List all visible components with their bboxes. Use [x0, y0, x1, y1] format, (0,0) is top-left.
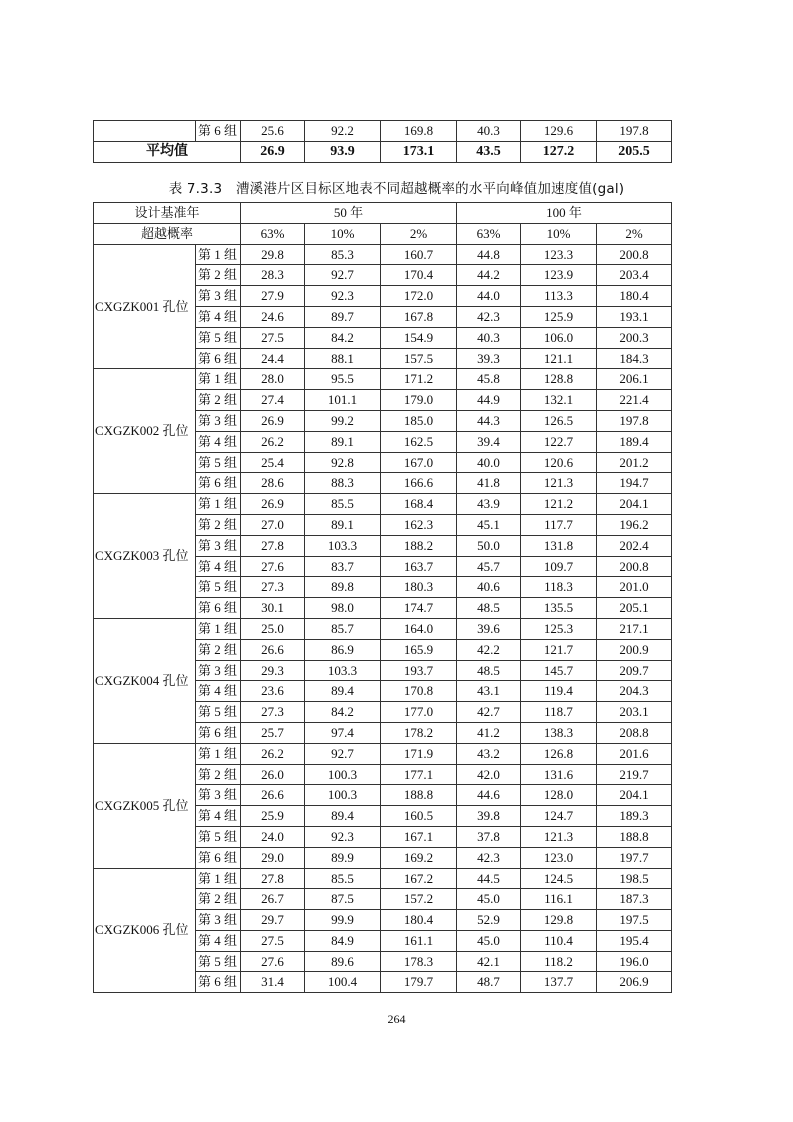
value-cell: 204.1: [597, 494, 672, 515]
value-cell: 29.7: [241, 910, 305, 931]
value-cell: 121.1: [521, 348, 597, 369]
value-cell: 167.8: [381, 306, 457, 327]
value-cell: 25.7: [241, 722, 305, 743]
value-cell: 48.7: [457, 972, 521, 993]
value-cell: 170.8: [381, 681, 457, 702]
value-cell: 27.5: [241, 930, 305, 951]
value-cell: 42.2: [457, 639, 521, 660]
value-cell: 89.8: [305, 577, 381, 598]
value-cell: 168.4: [381, 494, 457, 515]
value-cell: 127.2: [521, 142, 597, 163]
value-cell: 178.3: [381, 951, 457, 972]
group-label: 第 4 组: [196, 806, 241, 827]
value-cell: 92.7: [305, 743, 381, 764]
value-cell: 131.8: [521, 535, 597, 556]
value-cell: 83.7: [305, 556, 381, 577]
value-cell: 145.7: [521, 660, 597, 681]
value-cell: 166.6: [381, 473, 457, 494]
value-cell: 27.8: [241, 868, 305, 889]
value-cell: 118.2: [521, 951, 597, 972]
group-label: 第 6 组: [196, 121, 241, 142]
value-cell: 87.5: [305, 889, 381, 910]
value-cell: 163.7: [381, 556, 457, 577]
value-cell: 100.3: [305, 785, 381, 806]
value-cell: 44.6: [457, 785, 521, 806]
value-cell: 165.9: [381, 639, 457, 660]
value-cell: 200.8: [597, 244, 672, 265]
value-cell: 206.9: [597, 972, 672, 993]
value-cell: 126.8: [521, 743, 597, 764]
group-label: 第 4 组: [196, 431, 241, 452]
value-cell: 131.6: [521, 764, 597, 785]
value-cell: 101.1: [305, 390, 381, 411]
header-row-exceedance: [94, 223, 672, 244]
value-cell: 44.5: [457, 868, 521, 889]
value-cell: 25.4: [241, 452, 305, 473]
value-cell: 85.5: [305, 494, 381, 515]
value-cell: 40.0: [457, 452, 521, 473]
value-cell: 138.3: [521, 722, 597, 743]
value-cell: 117.7: [521, 514, 597, 535]
value-cell: 187.3: [597, 889, 672, 910]
value-cell: 123.3: [521, 244, 597, 265]
value-cell: 27.4: [241, 390, 305, 411]
value-cell: 45.0: [457, 930, 521, 951]
design-period-label: 设计基准年: [94, 203, 241, 224]
value-cell: 109.7: [521, 556, 597, 577]
group-label: 第 2 组: [196, 265, 241, 286]
value-cell: 116.1: [521, 889, 597, 910]
value-cell: 26.2: [241, 743, 305, 764]
value-cell: 26.0: [241, 764, 305, 785]
value-cell: 29.0: [241, 847, 305, 868]
borehole-label: CXGZK006 孔位: [94, 868, 196, 993]
value-cell: 161.1: [381, 930, 457, 951]
value-cell: 189.4: [597, 431, 672, 452]
borehole-label: CXGZK004 孔位: [94, 618, 196, 743]
empty-cell: [94, 121, 196, 142]
page-number: 264: [387, 1012, 406, 1026]
group-label: 第 1 组: [196, 743, 241, 764]
value-cell: 45.1: [457, 514, 521, 535]
value-cell: 221.4: [597, 390, 672, 411]
value-cell: 92.3: [305, 286, 381, 307]
value-cell: 40.3: [457, 121, 521, 142]
group-label: 第 6 组: [196, 972, 241, 993]
value-cell: 50.0: [457, 535, 521, 556]
value-cell: 174.7: [381, 598, 457, 619]
value-cell: 84.2: [305, 327, 381, 348]
value-cell: 188.8: [381, 785, 457, 806]
value-cell: 193.7: [381, 660, 457, 681]
value-cell: 27.9: [241, 286, 305, 307]
value-cell: 27.6: [241, 951, 305, 972]
value-cell: 29.3: [241, 660, 305, 681]
value-cell: 89.4: [305, 681, 381, 702]
value-cell: 195.4: [597, 930, 672, 951]
group-label: 第 3 组: [196, 785, 241, 806]
value-cell: 154.9: [381, 327, 457, 348]
value-cell: 208.8: [597, 722, 672, 743]
value-cell: 39.6: [457, 618, 521, 639]
value-cell: 28.3: [241, 265, 305, 286]
value-cell: 167.2: [381, 868, 457, 889]
value-cell: 85.5: [305, 868, 381, 889]
value-cell: 44.8: [457, 244, 521, 265]
group-label: 第 1 组: [196, 618, 241, 639]
value-cell: 84.2: [305, 702, 381, 723]
table-row: [94, 743, 672, 764]
value-cell: 206.1: [597, 369, 672, 390]
group-label: 第 3 组: [196, 660, 241, 681]
value-cell: 123.0: [521, 847, 597, 868]
value-cell: 26.6: [241, 639, 305, 660]
value-cell: 188.2: [381, 535, 457, 556]
value-cell: 92.7: [305, 265, 381, 286]
value-cell: 205.1: [597, 598, 672, 619]
value-cell: 86.9: [305, 639, 381, 660]
value-cell: 173.1: [381, 142, 457, 163]
value-cell: 125.3: [521, 618, 597, 639]
value-cell: 29.8: [241, 244, 305, 265]
value-cell: 128.8: [521, 369, 597, 390]
table-row: [94, 868, 672, 889]
value-cell: 48.5: [457, 598, 521, 619]
value-cell: 40.3: [457, 327, 521, 348]
exceedance-label: 超越概率: [94, 223, 241, 244]
value-cell: 88.3: [305, 473, 381, 494]
value-cell: 42.3: [457, 847, 521, 868]
value-cell: 119.4: [521, 681, 597, 702]
value-cell: 25.9: [241, 806, 305, 827]
period-50-header: 50 年: [241, 203, 457, 224]
value-cell: 180.4: [381, 910, 457, 931]
borehole-label: CXGZK005 孔位: [94, 743, 196, 868]
group-label: 第 6 组: [196, 348, 241, 369]
value-cell: 197.8: [597, 410, 672, 431]
value-cell: 160.5: [381, 806, 457, 827]
value-cell: 24.0: [241, 826, 305, 847]
value-cell: 41.2: [457, 722, 521, 743]
value-cell: 171.2: [381, 369, 457, 390]
value-cell: 43.5: [457, 142, 521, 163]
value-cell: 128.0: [521, 785, 597, 806]
value-cell: 172.0: [381, 286, 457, 307]
value-cell: 129.6: [521, 121, 597, 142]
value-cell: 31.4: [241, 972, 305, 993]
table-row: [94, 369, 672, 390]
value-cell: 184.3: [597, 348, 672, 369]
value-cell: 164.0: [381, 618, 457, 639]
group-label: 第 6 组: [196, 598, 241, 619]
value-cell: 30.1: [241, 598, 305, 619]
value-cell: 106.0: [521, 327, 597, 348]
value-cell: 89.1: [305, 514, 381, 535]
value-cell: 124.7: [521, 806, 597, 827]
value-cell: 89.7: [305, 306, 381, 327]
value-cell: 169.8: [381, 121, 457, 142]
value-cell: 27.8: [241, 535, 305, 556]
value-cell: 162.3: [381, 514, 457, 535]
value-cell: 92.3: [305, 826, 381, 847]
value-cell: 27.3: [241, 702, 305, 723]
value-cell: 42.3: [457, 306, 521, 327]
value-cell: 160.7: [381, 244, 457, 265]
value-cell: 200.8: [597, 556, 672, 577]
exceedance-prob-header: 10%: [521, 223, 597, 244]
value-cell: 24.6: [241, 306, 305, 327]
value-cell: 162.5: [381, 431, 457, 452]
exceedance-prob-header: 63%: [241, 223, 305, 244]
group-label: 第 3 组: [196, 410, 241, 431]
value-cell: 45.8: [457, 369, 521, 390]
value-cell: 123.9: [521, 265, 597, 286]
value-cell: 97.4: [305, 722, 381, 743]
value-cell: 42.1: [457, 951, 521, 972]
value-cell: 26.2: [241, 431, 305, 452]
value-cell: 26.9: [241, 410, 305, 431]
value-cell: 26.6: [241, 785, 305, 806]
group-label: 第 5 组: [196, 702, 241, 723]
value-cell: 205.5: [597, 142, 672, 163]
value-cell: 200.9: [597, 639, 672, 660]
value-cell: 157.5: [381, 348, 457, 369]
exceedance-prob-header: 10%: [305, 223, 381, 244]
value-cell: 103.3: [305, 660, 381, 681]
value-cell: 157.2: [381, 889, 457, 910]
value-cell: 41.8: [457, 473, 521, 494]
value-cell: 89.1: [305, 431, 381, 452]
group-label: 第 1 组: [196, 369, 241, 390]
group-label: 第 2 组: [196, 390, 241, 411]
value-cell: 42.0: [457, 764, 521, 785]
borehole-label: CXGZK003 孔位: [94, 494, 196, 619]
group-label: 第 6 组: [196, 473, 241, 494]
value-cell: 44.0: [457, 286, 521, 307]
table-row: [94, 494, 672, 515]
group-label: 第 4 组: [196, 681, 241, 702]
value-cell: 167.0: [381, 452, 457, 473]
group-label: 第 2 组: [196, 889, 241, 910]
value-cell: 95.5: [305, 369, 381, 390]
value-cell: 198.5: [597, 868, 672, 889]
value-cell: 167.1: [381, 826, 457, 847]
value-cell: 124.5: [521, 868, 597, 889]
value-cell: 180.3: [381, 577, 457, 598]
value-cell: 24.4: [241, 348, 305, 369]
value-cell: 99.2: [305, 410, 381, 431]
value-cell: 217.1: [597, 618, 672, 639]
value-cell: 113.3: [521, 286, 597, 307]
value-cell: 40.6: [457, 577, 521, 598]
group-label: 第 5 组: [196, 577, 241, 598]
value-cell: 39.4: [457, 431, 521, 452]
value-cell: 92.8: [305, 452, 381, 473]
value-cell: 43.9: [457, 494, 521, 515]
value-cell: 197.5: [597, 910, 672, 931]
value-cell: 170.4: [381, 265, 457, 286]
value-cell: 44.2: [457, 265, 521, 286]
value-cell: 25.6: [241, 121, 305, 142]
group-label: 第 5 组: [196, 826, 241, 847]
value-cell: 177.0: [381, 702, 457, 723]
value-cell: 89.6: [305, 951, 381, 972]
value-cell: 89.4: [305, 806, 381, 827]
value-cell: 121.3: [521, 473, 597, 494]
header-row-period: [94, 203, 672, 224]
value-cell: 28.6: [241, 473, 305, 494]
value-cell: 219.7: [597, 764, 672, 785]
value-cell: 193.1: [597, 306, 672, 327]
value-cell: 26.9: [241, 494, 305, 515]
group-label: 第 4 组: [196, 306, 241, 327]
value-cell: 202.4: [597, 535, 672, 556]
group-label: 第 3 组: [196, 535, 241, 556]
value-cell: 188.8: [597, 826, 672, 847]
group-label: 第 1 组: [196, 868, 241, 889]
group-label: 第 1 组: [196, 494, 241, 515]
value-cell: 121.7: [521, 639, 597, 660]
value-cell: 43.1: [457, 681, 521, 702]
value-cell: 125.9: [521, 306, 597, 327]
value-cell: 189.3: [597, 806, 672, 827]
group-label: 第 1 组: [196, 244, 241, 265]
value-cell: 23.6: [241, 681, 305, 702]
value-cell: 44.3: [457, 410, 521, 431]
value-cell: 27.0: [241, 514, 305, 535]
exceedance-prob-header: 2%: [597, 223, 672, 244]
value-cell: 26.9: [241, 142, 305, 163]
value-cell: 26.7: [241, 889, 305, 910]
group-label: 第 5 组: [196, 327, 241, 348]
value-cell: 200.3: [597, 327, 672, 348]
group-label: 第 5 组: [196, 951, 241, 972]
value-cell: 121.3: [521, 826, 597, 847]
value-cell: 201.0: [597, 577, 672, 598]
value-cell: 48.5: [457, 660, 521, 681]
value-cell: 45.7: [457, 556, 521, 577]
exceedance-prob-header: 2%: [381, 223, 457, 244]
value-cell: 197.7: [597, 847, 672, 868]
value-cell: 203.4: [597, 265, 672, 286]
value-cell: 85.7: [305, 618, 381, 639]
group-label: 第 4 组: [196, 930, 241, 951]
value-cell: 196.0: [597, 951, 672, 972]
value-cell: 122.7: [521, 431, 597, 452]
group-label: 第 5 组: [196, 452, 241, 473]
group-label: 第 2 组: [196, 764, 241, 785]
table-row: [94, 618, 672, 639]
value-cell: 179.0: [381, 390, 457, 411]
borehole-label: CXGZK001 孔位: [94, 244, 196, 369]
table-caption: 表 7.3.3 漕溪港片区目标区地表不同超越概率的水平向峰值加速度值(gal): [168, 181, 625, 197]
value-cell: 27.5: [241, 327, 305, 348]
value-cell: 204.3: [597, 681, 672, 702]
value-cell: 169.2: [381, 847, 457, 868]
value-cell: 27.3: [241, 577, 305, 598]
table-row: [94, 121, 672, 142]
value-cell: 180.4: [597, 286, 672, 307]
value-cell: 93.9: [305, 142, 381, 163]
value-cell: 44.9: [457, 390, 521, 411]
value-cell: 203.1: [597, 702, 672, 723]
value-cell: 42.7: [457, 702, 521, 723]
value-cell: 118.7: [521, 702, 597, 723]
value-cell: 27.6: [241, 556, 305, 577]
value-cell: 132.1: [521, 390, 597, 411]
value-cell: 178.2: [381, 722, 457, 743]
value-cell: 39.8: [457, 806, 521, 827]
value-cell: 110.4: [521, 930, 597, 951]
average-label: 平均值: [94, 142, 241, 163]
value-cell: 209.7: [597, 660, 672, 681]
value-cell: 89.9: [305, 847, 381, 868]
value-cell: 204.1: [597, 785, 672, 806]
value-cell: 99.9: [305, 910, 381, 931]
value-cell: 88.1: [305, 348, 381, 369]
value-cell: 84.9: [305, 930, 381, 951]
value-cell: 100.3: [305, 764, 381, 785]
value-cell: 135.5: [521, 598, 597, 619]
value-cell: 100.4: [305, 972, 381, 993]
period-100-header: 100 年: [457, 203, 672, 224]
value-cell: 45.0: [457, 889, 521, 910]
group-label: 第 3 组: [196, 910, 241, 931]
table-row: [94, 244, 672, 265]
value-cell: 194.7: [597, 473, 672, 494]
value-cell: 171.9: [381, 743, 457, 764]
value-cell: 177.1: [381, 764, 457, 785]
group-label: 第 3 组: [196, 286, 241, 307]
group-label: 第 2 组: [196, 514, 241, 535]
value-cell: 98.0: [305, 598, 381, 619]
value-cell: 201.6: [597, 743, 672, 764]
value-cell: 52.9: [457, 910, 521, 931]
value-cell: 39.3: [457, 348, 521, 369]
value-cell: 185.0: [381, 410, 457, 431]
pga-table: [93, 202, 672, 993]
value-cell: 129.8: [521, 910, 597, 931]
value-cell: 92.2: [305, 121, 381, 142]
value-cell: 28.0: [241, 369, 305, 390]
value-cell: 118.3: [521, 577, 597, 598]
value-cell: 137.7: [521, 972, 597, 993]
value-cell: 179.7: [381, 972, 457, 993]
group-label: 第 2 组: [196, 639, 241, 660]
value-cell: 196.2: [597, 514, 672, 535]
group-label: 第 6 组: [196, 847, 241, 868]
value-cell: 201.2: [597, 452, 672, 473]
borehole-label: CXGZK002 孔位: [94, 369, 196, 494]
value-cell: 85.3: [305, 244, 381, 265]
value-cell: 197.8: [597, 121, 672, 142]
average-row: [94, 142, 672, 163]
value-cell: 43.2: [457, 743, 521, 764]
value-cell: 25.0: [241, 618, 305, 639]
value-cell: 103.3: [305, 535, 381, 556]
exceedance-prob-header: 63%: [457, 223, 521, 244]
group-label: 第 6 组: [196, 722, 241, 743]
value-cell: 120.6: [521, 452, 597, 473]
previous-table-tail: [93, 120, 672, 163]
value-cell: 37.8: [457, 826, 521, 847]
value-cell: 126.5: [521, 410, 597, 431]
value-cell: 121.2: [521, 494, 597, 515]
group-label: 第 4 组: [196, 556, 241, 577]
